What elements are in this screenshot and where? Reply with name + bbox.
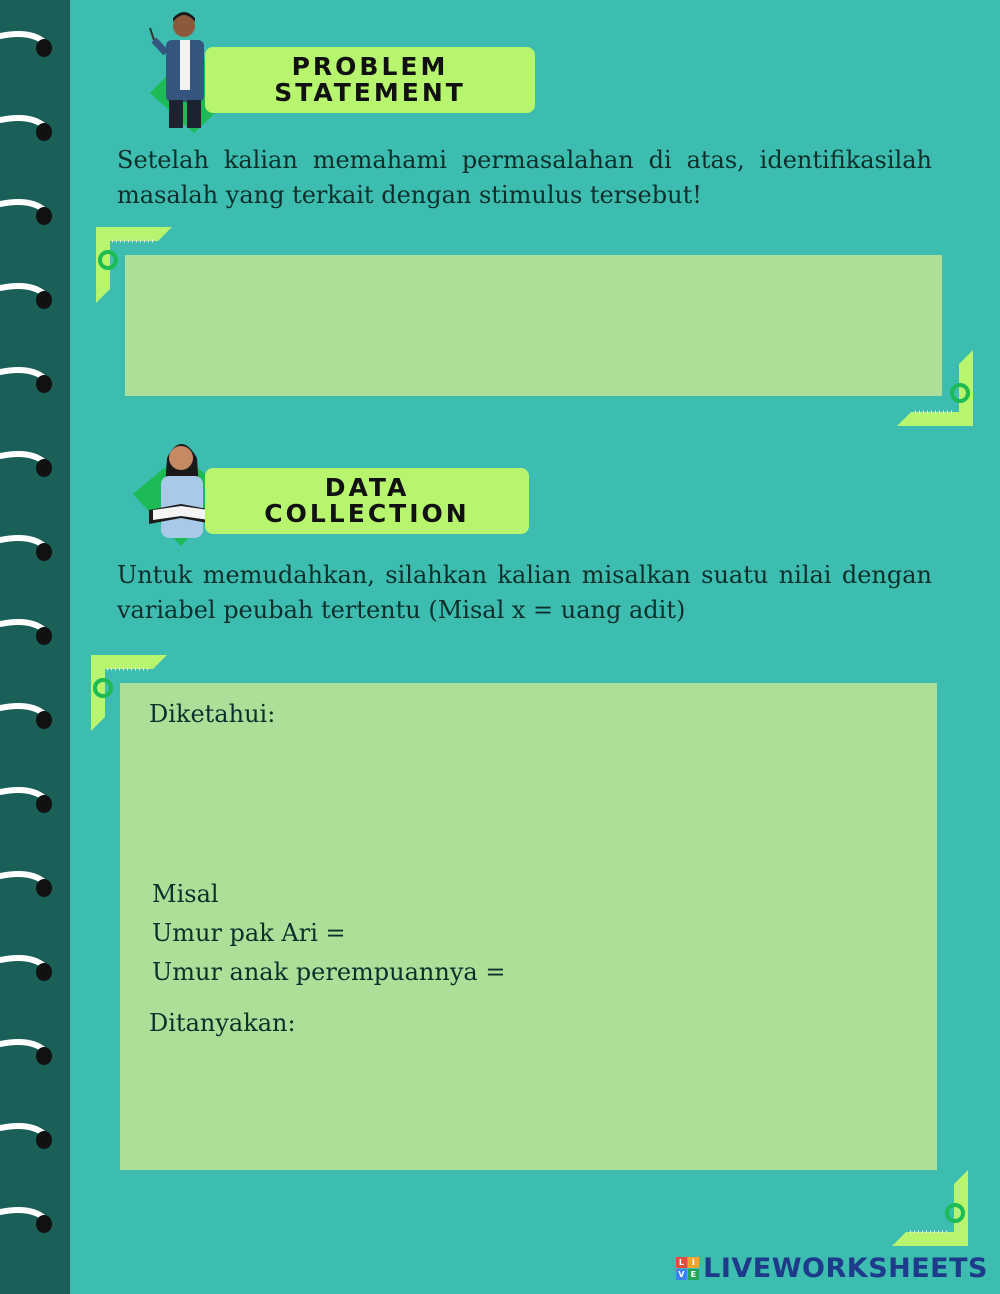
data-collection-banner (205, 468, 529, 534)
problem-title-line2: STATEMENT (274, 78, 466, 107)
spiral-ring (0, 532, 56, 568)
logo-grid-icon: L I V E (676, 1257, 699, 1280)
problem-title-line1: PROBLEM (291, 52, 449, 81)
liveworksheets-logo[interactable] (676, 1253, 988, 1284)
spiral-ring (0, 1204, 56, 1240)
problem-instruction: Setelah kalian memahami permasalahan di atas, identifikasilah masalah yang terkait dengan stimulus tersebut! (117, 146, 932, 209)
corner-decoration-bottom-right-2 (892, 1170, 968, 1246)
var1-label: Umur pak Ari = (152, 919, 346, 947)
spiral-ring (0, 784, 56, 820)
spiral-ring (0, 28, 56, 64)
problem-answer-box[interactable] (125, 255, 942, 396)
spiral-ring (0, 364, 56, 400)
known-label: Diketahui: (149, 700, 276, 728)
spiral-ring (0, 448, 56, 484)
spiral-ring (0, 1036, 56, 1072)
spiral-ring (0, 616, 56, 652)
corner-decoration-bottom-right (897, 350, 973, 426)
spiral-ring (0, 952, 56, 988)
data-title-line2: COLLECTION (264, 499, 470, 528)
spiral-ring (0, 1120, 56, 1156)
problem-statement-banner (205, 47, 535, 113)
var2-label: Umur anak perempuannya = (152, 958, 506, 986)
spiral-ring (0, 700, 56, 736)
spiral-ring (0, 196, 56, 232)
logo-text: LIVEWORKSHEETS (703, 1253, 988, 1284)
spiral-ring (0, 112, 56, 148)
spiral-ring (0, 280, 56, 316)
data-instruction: Untuk memudahkan, silahkan kalian misalkan suatu nilai dengan variabel peubah tertentu (Misal x = uang adit) (117, 561, 932, 624)
asked-label: Ditanyakan: (149, 1009, 296, 1037)
data-title-line1: DATA (324, 473, 410, 502)
misal-label: Misal (152, 880, 219, 908)
spiral-ring (0, 868, 56, 904)
